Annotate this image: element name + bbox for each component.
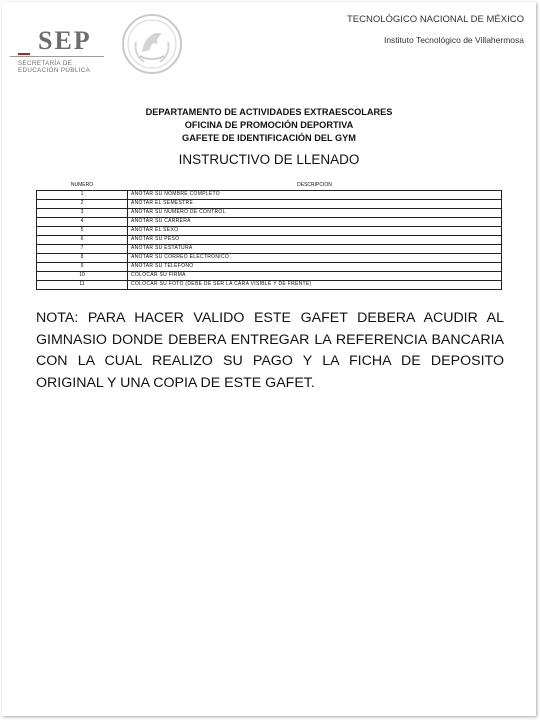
sep-logo-subtitle (18, 60, 90, 74)
sep-logo-subtitle-line2: EDUCACIÓN PÚBLICA (18, 67, 91, 75)
sep-logo-subtitle-line1: SECRETARÍA DE (18, 60, 73, 67)
instructions-heading: INSTRUCTIVO DE LLENADO (178, 152, 360, 167)
row-description: ANOTAR SU CORREO ELECTRONICO (128, 254, 502, 263)
office-title: OFICINA DE PROMOCIÓN DEPORTIVA (184, 120, 354, 130)
table-row (37, 272, 502, 281)
row-number: 10 (37, 272, 128, 281)
table-row (37, 245, 502, 254)
table-row (37, 281, 502, 290)
document-page (2, 2, 536, 716)
row-number: 8 (37, 254, 128, 263)
row-number: 11 (37, 281, 128, 290)
sep-logo-accent (18, 53, 30, 55)
row-description: ANOTAR SU NOMBRE COMPLETO (128, 191, 502, 200)
table-row (37, 263, 502, 272)
row-number: 3 (37, 209, 128, 218)
table-row (37, 254, 502, 263)
table-row (37, 200, 502, 209)
table-row (37, 227, 502, 236)
row-number: 2 (37, 200, 128, 209)
sep-logo-divider (10, 56, 104, 57)
row-description: ANOTAR SU TELEFONO (128, 263, 502, 272)
sep-logo (10, 20, 110, 82)
institution-name: TECNOLÓGICO NACIONAL DE MÉXICO (346, 14, 524, 25)
instructions-table (36, 182, 502, 290)
table-row (37, 236, 502, 245)
national-seal-icon (120, 12, 184, 76)
campus-name: Instituto Tecnológico de Villahermosa (383, 35, 524, 45)
row-description: ANOTAR SU CARRERA (128, 218, 502, 227)
row-number: 5 (37, 227, 128, 236)
row-description: COLOCAR SU FIRMA (128, 272, 502, 281)
row-number: 4 (37, 218, 128, 227)
row-description: COLOCAR SU FOTO (DEBE DE SER LA CARA VISIBLE Y DE FRENTE) (128, 281, 502, 290)
row-description: ANOTAR SU PESO (128, 236, 502, 245)
table-row (37, 209, 502, 218)
column-header-description: DESCRIPCION (297, 182, 332, 189)
table-header-row (37, 182, 502, 191)
row-number: 1 (37, 191, 128, 200)
row-description: ANOTAR EL SEXO (128, 227, 502, 236)
row-number: 9 (37, 263, 128, 272)
table-row (37, 218, 502, 227)
row-number: 7 (37, 245, 128, 254)
column-header-number: NUMERO (70, 182, 94, 189)
note-paragraph: NOTA: PARA HACER VALIDO ESTE GAFET DEBERA ACUDIR AL GIMNASIO DONDE DEBERA ENTREGAR LA REFERENCIA BANCARIA CON LA CUAL REALIZO SU PAGO Y LA FICHA DE DEPOSITO ORIGINAL Y UNA COPIA DE ESTE GAFET. (36, 310, 504, 391)
sep-logo-word: SEP (38, 26, 92, 55)
table-row (37, 191, 502, 200)
title-block (2, 106, 536, 145)
badge-title: GAFETE DE IDENTIFICACIÓN DEL GYM (182, 133, 356, 143)
row-description: ANOTAR SU ESTATURA (128, 245, 502, 254)
row-number: 6 (37, 236, 128, 245)
row-description: ANOTAR EL SEMESTRE (128, 200, 502, 209)
row-description: ANOTAR SU NUMERO DE CONTROL (128, 209, 502, 218)
department-title: DEPARTAMENTO DE ACTIVIDADES EXTRAESCOLARES (145, 107, 393, 117)
